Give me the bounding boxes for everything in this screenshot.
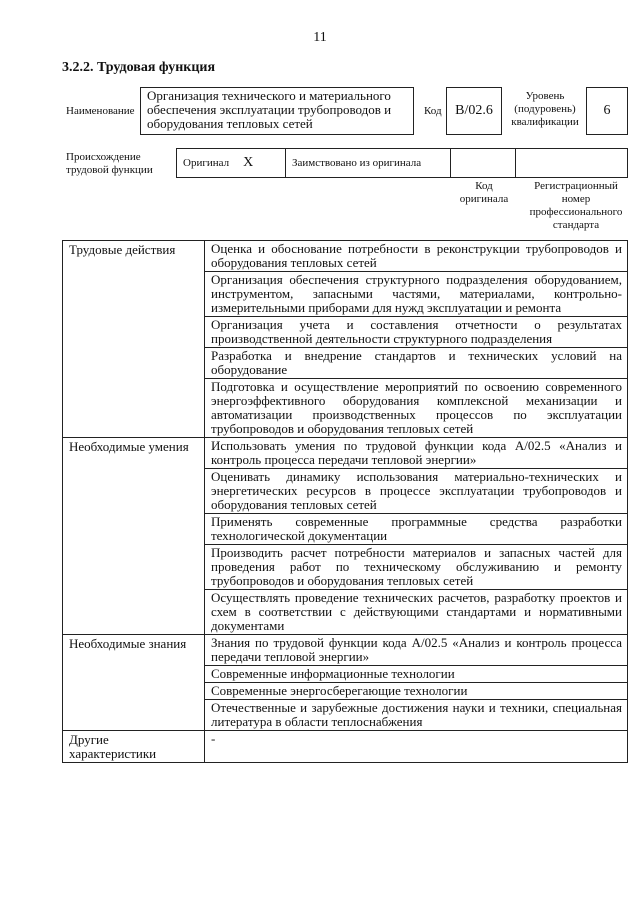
original-label: Оригинал [183, 157, 230, 169]
reg-number-label: Регистрационный номер профессионального стандарта [529, 180, 623, 231]
original-cell [176, 148, 286, 178]
section-item: Использовать умения по трудовой функции кода А/02.5 «Анализ и контроль процесса передачи тепловой энергии» [205, 438, 628, 469]
name-label: Наименование [66, 105, 135, 117]
section-item: Современные информационные технологии [205, 666, 628, 683]
labor-function-table [62, 240, 628, 763]
table-row [63, 241, 628, 272]
origin-row [176, 148, 628, 178]
function-name-value: Организация технического и материального обеспечения эксплуатации трубопроводов и оборудования тепловых сетей [147, 88, 392, 131]
section-title-cell: Необходимые умения [63, 438, 205, 635]
section-item: Отечественные и зарубежные достижения науки и техники, специальная литература в области теплоснабжения [205, 700, 628, 731]
section-item: Оценивать динамику использования материально-технических и энергетических ресурсов в процессе эксплуатации трубопроводов и оборудования тепловых сетей [205, 469, 628, 514]
level-box [586, 87, 628, 135]
section-item: Знания по трудовой функции кода А/02.5 «Анализ и контроль процесса передачи тепловой энергии» [205, 635, 628, 666]
code-original-label: Код оригинала [459, 180, 509, 205]
borrowed-cell [285, 148, 451, 178]
section-title-cell: Трудовые действия [63, 241, 205, 438]
section-item: Оценка и обоснование потребности в реконструкции трубопроводов и оборудования тепловых сетей [205, 241, 628, 272]
code-original-cell [450, 148, 516, 178]
section-title-cell: Другие характеристики [63, 731, 205, 763]
code-box [446, 87, 502, 135]
section-title-cell: Необходимые знания [63, 635, 205, 731]
section-item: Организация учета и составления отчетности о результатах производственной деятельности структурного подразделения [205, 317, 628, 348]
section-item: Разработка и внедрение стандартов и технических условий на оборудование [205, 348, 628, 379]
function-name-box [140, 87, 414, 135]
section-item: Осуществлять проведение технических расчетов, разработку проектов и схем в соответствии с действующими стандартами и нормативными документами [205, 590, 628, 635]
code-value: B/02.6 [455, 103, 493, 118]
section-title: 3.2.2. Трудовая функция [62, 60, 216, 75]
table-row [63, 635, 628, 666]
section-item: Современные энергосберегающие технологии [205, 683, 628, 700]
page-number: 11 [313, 30, 327, 45]
table-row [63, 438, 628, 469]
original-mark: X [243, 155, 254, 170]
level-value: 6 [603, 103, 611, 118]
section-item: Организация обеспечения структурного подразделения оборудованием, инструментом, запасными частями, материалами, контрольно-измерительными приборами для нужд эксплуатации и ремонта [205, 272, 628, 317]
code-label: Код [424, 105, 442, 117]
origin-label: Происхождение трудовой функции [66, 151, 153, 176]
section-item: Производить расчет потребности материалов и запасных частей для проведения работ по техническому обслуживанию и ремонту трубопроводов и оборудования тепловых сетей [205, 545, 628, 590]
level-label: Уровень (подуровень) квалификации [511, 90, 579, 128]
table-row [63, 731, 628, 763]
section-item: - [205, 731, 628, 763]
borrowed-label: Заимствовано из оригинала [292, 157, 422, 169]
section-item: Применять современные программные средства разработки технологической документации [205, 514, 628, 545]
section-item: Подготовка и осуществление мероприятий по освоению современного энергоэффективного оборудования комплексной механизации и автоматизации производственных процессов по эксплуатации трубопроводов и оборудования тепловых сетей [205, 379, 628, 438]
reg-number-cell [515, 148, 628, 178]
